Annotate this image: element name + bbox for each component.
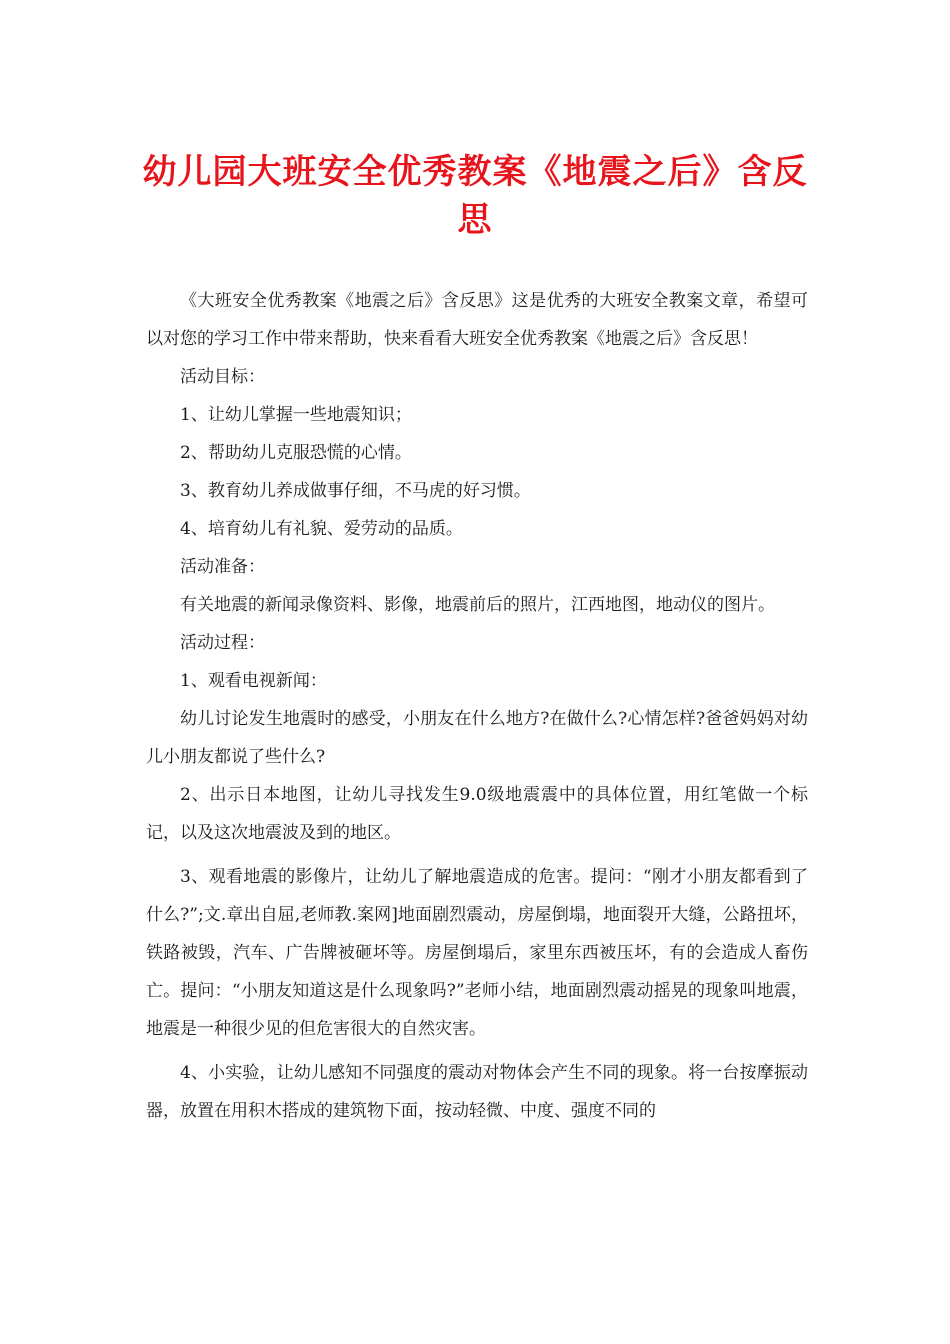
process-discussion: 幼儿讨论发生地震时的感受，小朋友在什么地方?在做什么?心情怎样?爸爸妈妈对幼儿小朋友都说了些什么? [146,709,808,767]
document-title: 幼儿园大班安全优秀教案《地震之后》含反思 [142,152,808,240]
goal-item-1: 1、让幼儿掌握一些地震知识； [180,405,412,425]
document-body [146,282,808,1130]
process-step-4: 4、小实验，让幼儿感知不同强度的震动对物体会产生不同的现象。将一台按摩振动器，放置在用积木搭成的建筑物下面，按动轻微、中度、强度不同的 [146,1063,808,1121]
process-step-1: 1、观看电视新闻： [180,671,327,691]
section-heading-goals: 活动目标： [180,367,265,387]
goal-item-3: 3、教育幼儿养成做事仔细，不马虎的好习惯。 [180,481,531,501]
intro-paragraph: 《大班安全优秀教案《地震之后》含反思》这是优秀的大班安全教案文章，希望可以对您的学习工作中带来帮助，快来看看大班安全优秀教案《地震之后》含反思！ [146,291,808,349]
goal-item-4: 4、培育幼儿有礼貌、爱劳动的品质。 [180,519,463,539]
section-heading-preparation: 活动准备： [180,557,265,577]
section-heading-process: 活动过程： [180,633,265,653]
process-step-2: 2、出示日本地图，让幼儿寻找发生9.0级地震震中的具体位置，用红笔做一个标记，以及这次地震波及到的地区。 [146,785,808,843]
preparation-text: 有关地震的新闻录像资料、影像，地震前后的照片，江西地图，地动仪的图片。 [180,595,775,615]
goal-item-2: 2、帮助幼儿克服恐慌的心情。 [180,443,412,463]
process-step-3: 3、观看地震的影像片，让幼儿了解地震造成的危害。提问：“刚才小朋友都看到了什么?”;文.章出自屈,老师教.案网]地面剧烈震动，房屋倒塌，地面裂开大缝，公路扭坏，铁路被毁，汽车、广告牌被砸坏等。房屋倒塌后，家里东西被压坏，有的会造成人畜伤亡。提问：“小朋友知道这是什么现象吗?”老师小结，地面剧烈震动摇晃的现象叫地震，地震是一种很少见的但危害很大的自然灾害。 [146,867,808,1039]
